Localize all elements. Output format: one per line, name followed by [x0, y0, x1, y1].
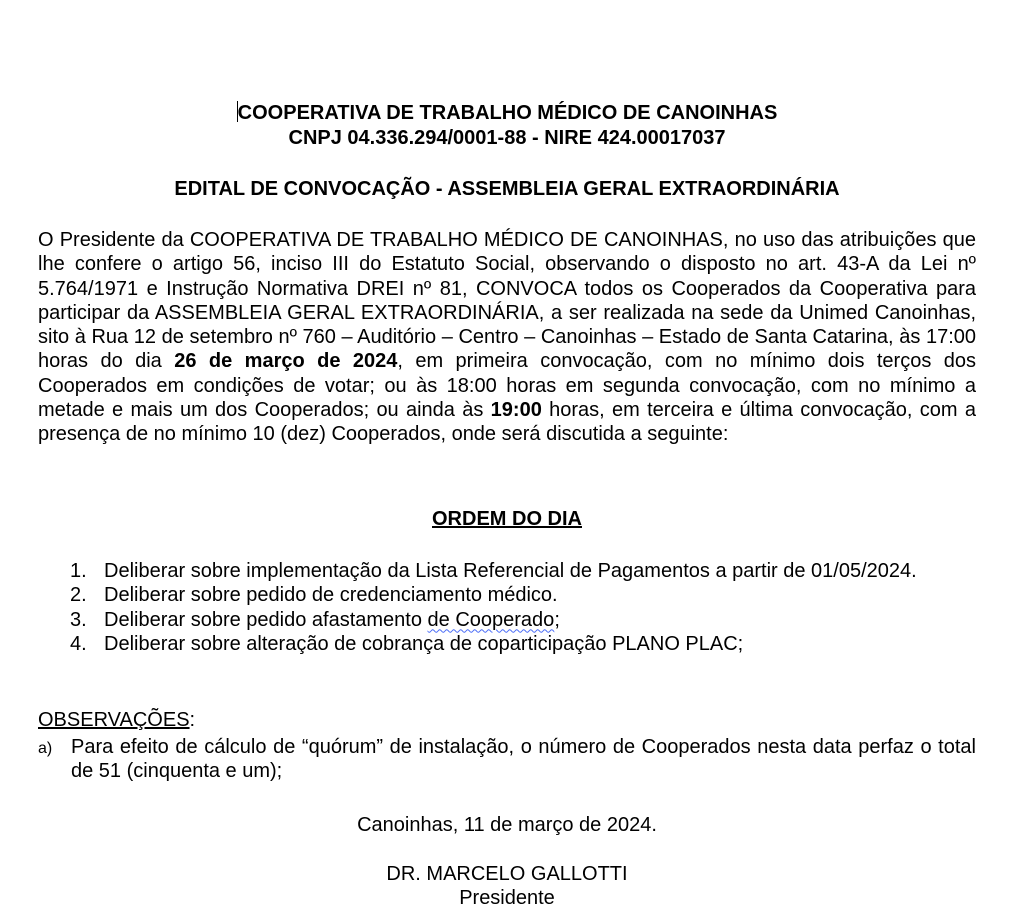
agenda-item-number: 4.: [70, 632, 87, 655]
paragraph-text: horas, em terceira e última convocação, com a presença de no mínimo 10 (dez) Cooperados, onde será discutida a seguinte:: [38, 399, 976, 446]
agenda-item: [38, 608, 976, 632]
agenda-item-text: ;: [554, 608, 560, 631]
registration-line: CNPJ 04.336.294/0001-88 - NIRE 424.00017037: [288, 127, 726, 149]
assembly-date: 26 de março de 2024: [174, 350, 398, 373]
paragraph-text: , em primeira convocação, com no mínimo dois terços dos Cooperados em condições de votar; ou às 18:00 horas em segunda convocação, com no mínimo a metade e mais um dos Cooperados; ou ainda às: [38, 350, 976, 422]
spellcheck-marked-text[interactable]: de Cooperado: [427, 608, 555, 631]
signatory-role: Presidente: [459, 887, 555, 909]
agenda-item: [38, 583, 976, 607]
third-call-time: 19:00: [490, 399, 542, 422]
paragraph-text: O Presidente da COOPERATIVA DE TRABALHO MÉDICO DE CANOINHAS, no uso das atribuições que lhe confere o artigo 56, inciso III do Estatuto Social, observando o disposto no art. 43-A da Lei nº 5.764/1971 e Instrução Normativa DREI nº 81, CONVOCA todos os Cooperados da Cooperativa para participar da ASSEMBLEIA GERAL EXTRAORDINÁRIA, a ser realizada na sede da Unimed Canoinhas, sito à Rua 12 de setembro nº 760 – Auditório – Centro – Canoinhas – Estado de Santa Catarina, às 17:00 horas do dia: [38, 229, 976, 373]
agenda-item-number: 2.: [70, 584, 87, 607]
agenda-item-text: Deliberar sobre pedido afastamento: [104, 608, 428, 631]
agenda-item: [38, 559, 976, 583]
notice-title: EDITAL DE CONVOCAÇÃO - ASSEMBLEIA GERAL EXTRAORDINÁRIA: [174, 178, 840, 200]
agenda-item-number: 3.: [70, 608, 87, 631]
agenda-item-number: 1.: [70, 560, 87, 582]
observations-heading: OBSERVAÇÕES:: [38, 709, 196, 731]
document-page: [38, 0, 976, 919]
agenda-item-text: Deliberar sobre pedido de credenciamento médico.: [104, 584, 558, 607]
signatory-name: DR. MARCELO GALLOTTI: [386, 863, 628, 885]
agenda-item-text: Deliberar sobre alteração de cobrança de coparticipação PLANO PLAC;: [104, 632, 744, 655]
agenda-title: ORDEM DO DIA: [432, 508, 582, 530]
observation-item: [38, 735, 976, 784]
org-name-heading: COOPERATIVA DE TRABALHO MÉDICO DE CANOINHAS: [237, 102, 778, 124]
convocation-paragraph: [38, 228, 976, 447]
observations-list: [38, 735, 976, 784]
agenda-item-text: Deliberar sobre implementação da Lista Referencial de Pagamentos a partir de 01/05/2024.: [104, 560, 917, 582]
agenda-item: [38, 632, 976, 656]
observation-text: Para efeito de cálculo de “quórum” de instalação, o número de Cooperados nesta data perfaz o total de 51 (cinquenta e um);: [71, 736, 976, 783]
agenda-list: [38, 559, 976, 656]
place-date: Canoinhas, 11 de março de 2024.: [357, 814, 657, 836]
observation-letter: a): [38, 740, 53, 757]
